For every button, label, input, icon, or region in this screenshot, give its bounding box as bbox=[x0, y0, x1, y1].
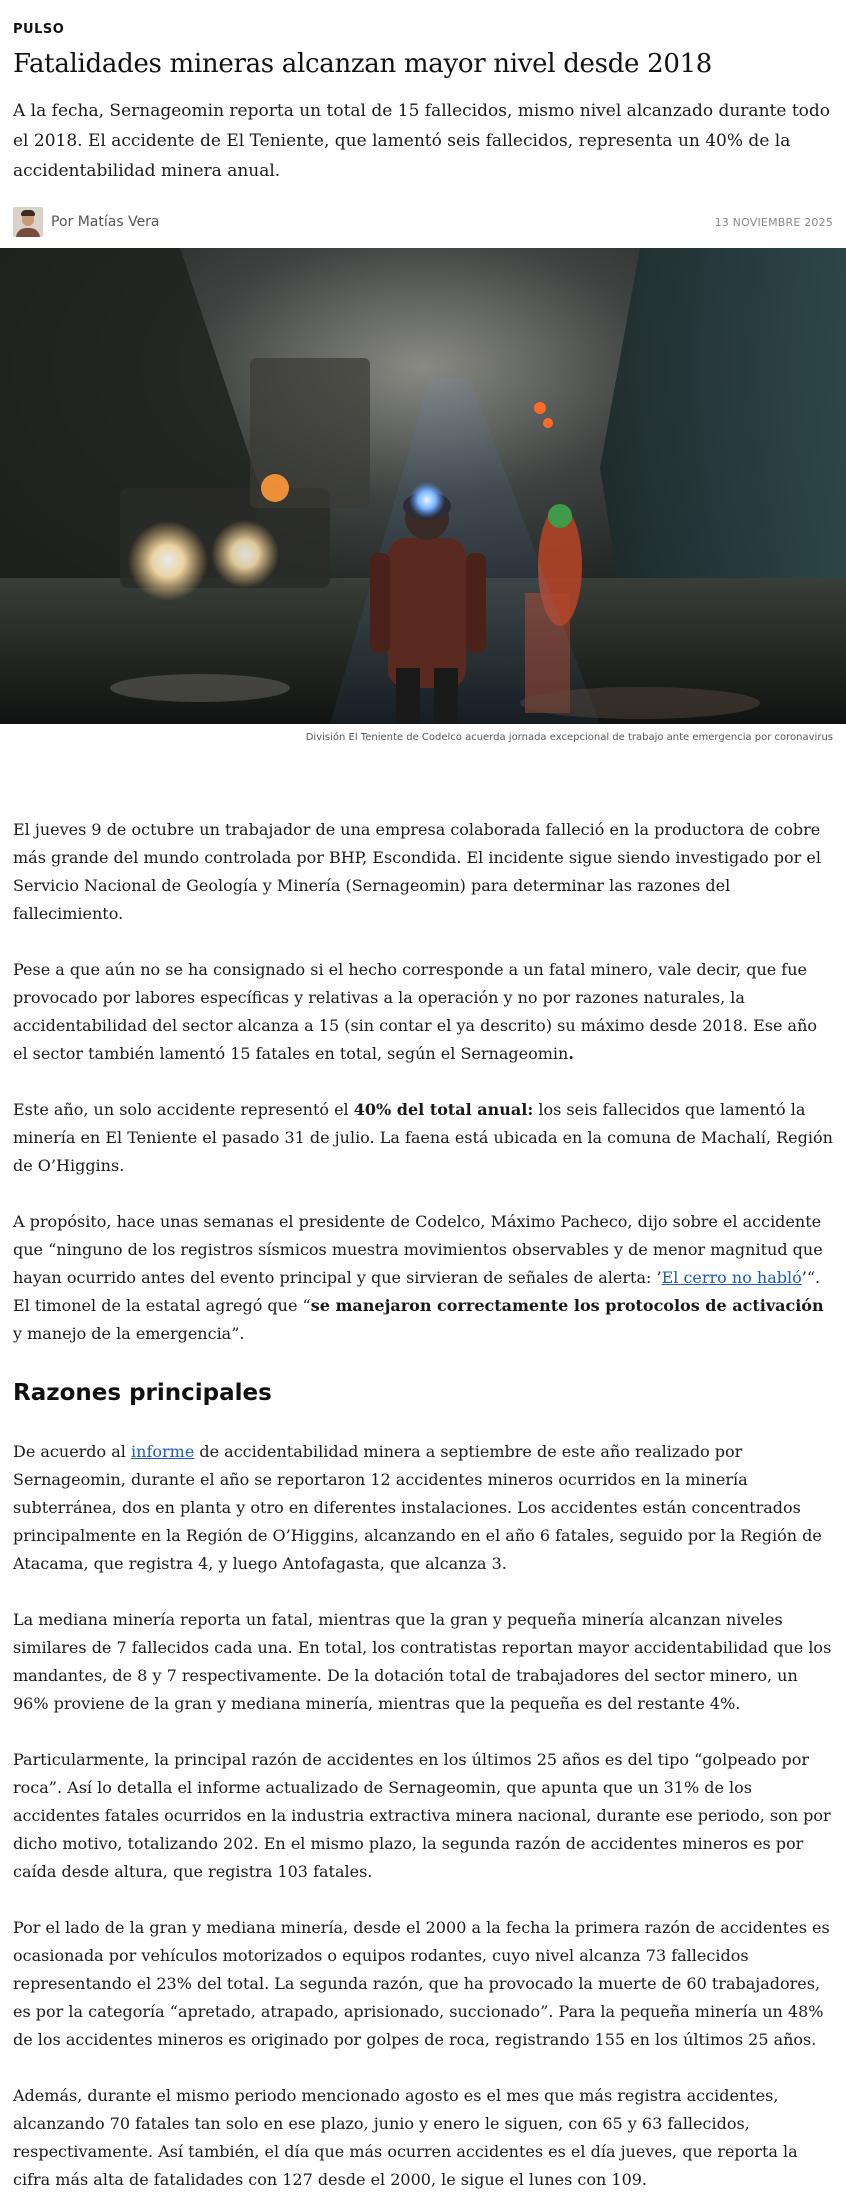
informe-link[interactable]: informe bbox=[131, 1442, 195, 1461]
paragraph-3: Este año, un solo accidente representó el 40% del total anual: los seis fallecidos que lamentó la minería en El Teniente el pasado 31 de julio. La faena está ubicada en la comuna de Machalí, Región de O’Higgins. bbox=[13, 1100, 833, 1175]
paragraph-2: Pese a que aún no se ha consignado si el hecho corresponde a un fatal minero, vale decir, que fue provocado por labores específicas y relativas a la operación y no por razones naturales, la accidentabilidad del sector alcanza a 15 (sin contar el ya descrito) su máximo desde 2018. Ese año el sector también lamentó 15 fatales en total, según el Sernageomin. bbox=[13, 960, 818, 1063]
section-heading: Razones principales bbox=[13, 1380, 272, 1406]
author[interactable] bbox=[13, 207, 160, 237]
hero-caption: División El Teniente de Codelco acuerda jornada excepcional de trabajo ante emergencia por coronavirus bbox=[305, 732, 833, 743]
byline bbox=[13, 206, 833, 238]
bold-highlight: 40% del total anual: bbox=[353, 1100, 534, 1119]
paragraph-1: El jueves 9 de octubre un trabajador de una empresa colaborada falleció en la productora de cobre más grande del mundo controlada por BHP, Escondida. El incidente sigue siendo investigado por el Servicio Nacional de Geología y Minería (Sernageomin) para determinar las razones del fallecimiento. bbox=[13, 820, 821, 923]
paragraph-5: De acuerdo al informe de accidentabilidad minera a septiembre de este año realizado por Sernageomin, durante el año se reportaron 12 accidentes mineros ocurridos en la minería subterránea, dos en planta y otro en diferentes instalaciones. Los accidentes están concentrados principalmente en la Región de O’Higgins, alcanzando en el año 6 fatales, seguido por la Región de Atacama, que registra 4, y luego Antofagasta, que alcanza 3. bbox=[13, 1442, 822, 1573]
headline: Fatalidades mineras alcanzan mayor nivel desde 2018 bbox=[13, 49, 713, 79]
author-avatar[interactable] bbox=[13, 207, 43, 237]
article-body bbox=[0, 816, 846, 2194]
hero-image bbox=[0, 248, 846, 724]
paragraph-9: Además, durante el mismo periodo mencionado agosto es el mes que más registra accidentes, alcanzando 70 fatales tan solo en ese plazo, junio y enero le siguen, con 65 y 63 fallecidos, respectivamente. Así también, el día que más ocurren accidentes es el día jueves, que reporta la cifra más alta de fatalidades con 127 desde el 2000, le sigue el lunes con 109. bbox=[13, 2086, 798, 2189]
paragraph-8: Por el lado de la gran y mediana minería, desde el 2000 a la fecha la primera razón de accidentes es ocasionada por vehículos motorizados o equipos rodantes, cuyo nivel alcanza 73 fallecidos representando el 23% del total. La segunda razón, que ha provocado la muerte de 60 trabajadores, es por la categoría “apretado, atrapado, aprisionado, succionado”. Para la pequeña minería un 48% de los accidentes mineros es originado por golpes de roca, registrando 155 en los últimos 25 años. bbox=[13, 1918, 830, 2049]
bold-quote: se manejaron correctamente los protocolos de activación bbox=[310, 1296, 824, 1315]
publish-date: 13 NOVIEMBRE 2025 bbox=[714, 215, 833, 229]
cerro-no-hablo-link[interactable]: El cerro no habló bbox=[661, 1268, 802, 1287]
article-header bbox=[0, 0, 846, 238]
author-name[interactable]: Por Matías Vera bbox=[51, 214, 160, 230]
paragraph-6: La mediana minería reporta un fatal, mientras que la gran y pequeña minería alcanzan niveles similares de 7 fallecidos cada una. En total, los contratistas reportan mayor accidentabilidad que los mandantes, de 8 y 7 respectivamente. De la dotación total de trabajadores del sector minero, un 96% proviene de la gran y mediana minería, mientras que la pequeña es del restante 4%. bbox=[13, 1610, 832, 1713]
subtitle: A la fecha, Sernageomin reporta un total de 15 fallecidos, mismo nivel alcanzado durante todo el 2018. El accidente de El Teniente, que lamentó seis fallecidos, representa un 40% de la accidentabilidad minera anual. bbox=[13, 101, 830, 181]
section-label[interactable]: PULSO bbox=[13, 22, 65, 37]
paragraph-4: A propósito, hace unas semanas el presidente de Codelco, Máximo Pacheco, dijo sobre el accidente que “ninguno de los registros sísmicos muestra movimientos observables y de menor magnitud que hayan ocurrido antes del evento principal y que sirvieran de señales de alerta: ’El cerro no habló’“. El timonel de la estatal agregó que “se manejaron correctamente los protocolos de activación y manejo de la emergencia”. bbox=[13, 1212, 824, 1343]
paragraph-7: Particularmente, la principal razón de accidentes en los últimos 25 años es del tipo “golpeado por roca”. Así lo detalla el informe actualizado de Sernageomin, que apunta que un 31% de los accidentes fatales ocurridos en la industria extractiva minera nacional, durante ese periodo, son por dicho motivo, totalizando 202. En el mismo plazo, la segunda razón de accidentes mineros es por caída desde altura, que registra 103 fatales. bbox=[13, 1750, 831, 1881]
